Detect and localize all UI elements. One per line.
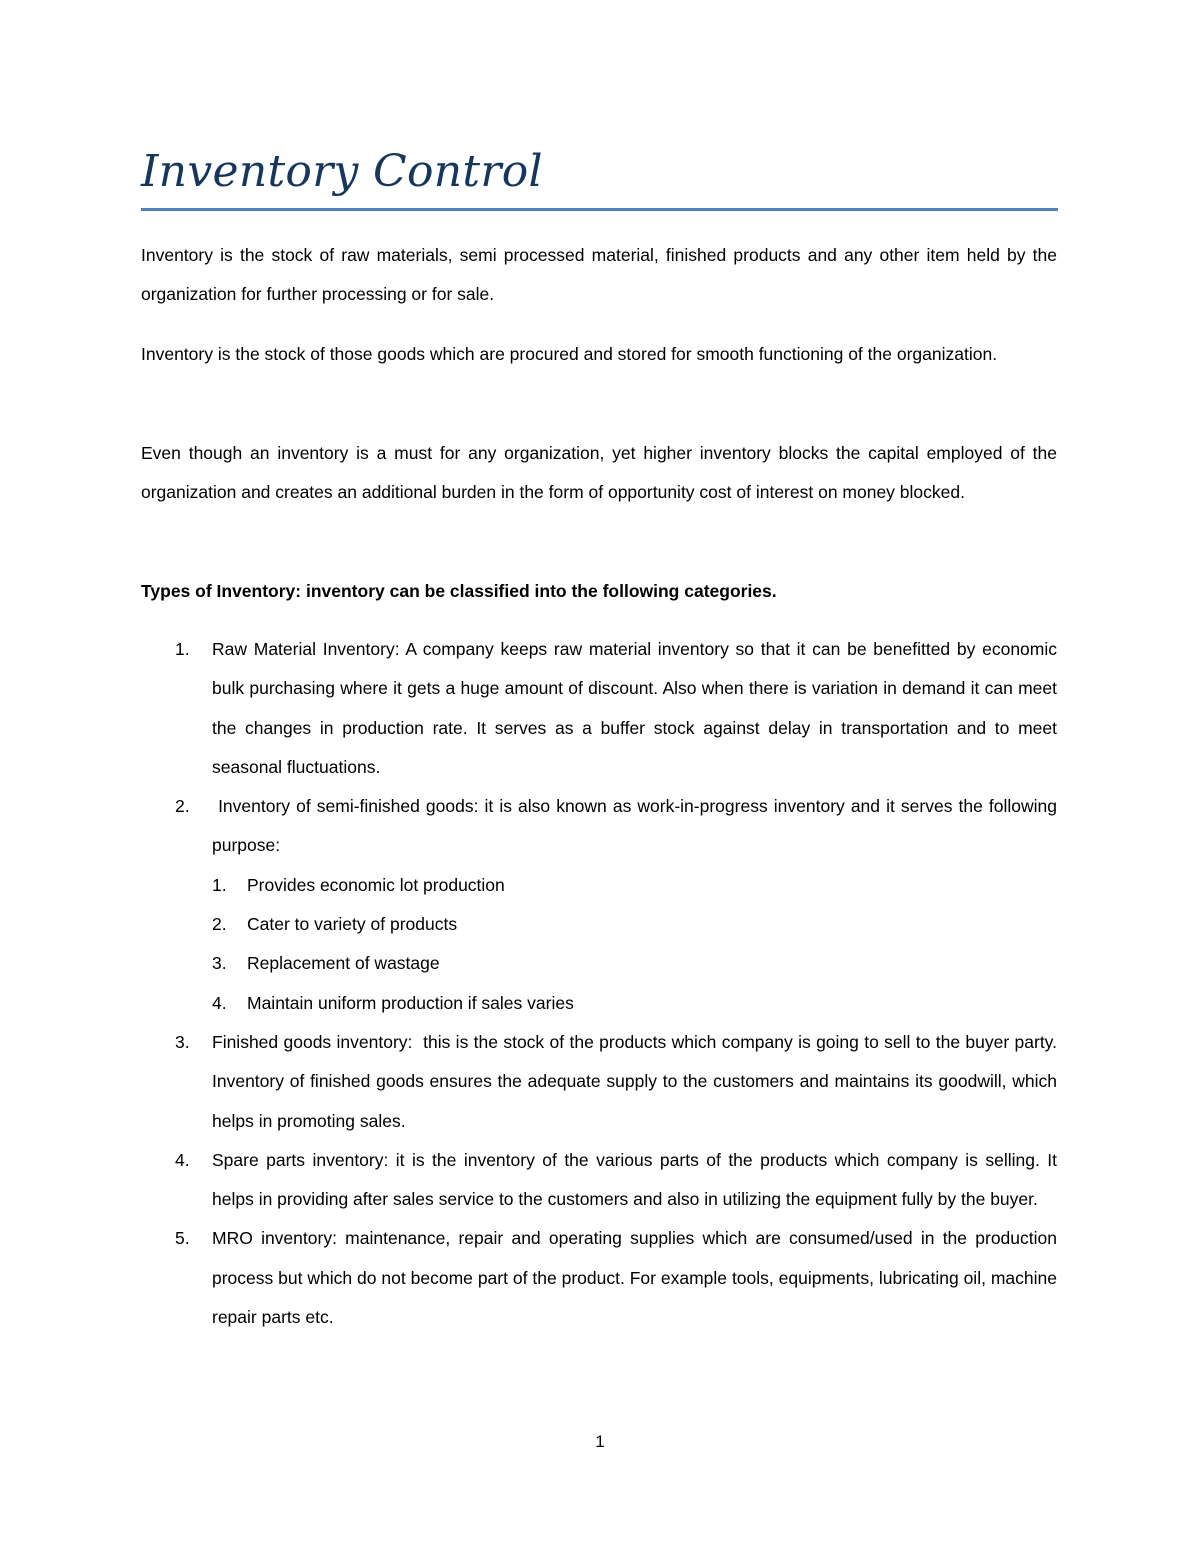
list-item (141, 1023, 1062, 1141)
types-heading: Types of Inventory: inventory can be classified into the following categories. (141, 581, 777, 601)
sublist-item (212, 944, 1057, 983)
list-number: 1. (175, 639, 190, 659)
list-item-text: Spare parts inventory: it is the inventory of the various parts of the products which company is selling. It helps in providing after sales service to the customers and also in utilizing the equipment fully by the buyer. (212, 1149, 1057, 1210)
sublist-number: 4. (212, 992, 227, 1013)
sublist-number: 3. (212, 953, 227, 974)
list-number: 5. (175, 1228, 190, 1249)
sublist-item (212, 866, 1057, 905)
list-item (141, 630, 1057, 787)
list-item-text: MRO inventory: maintenance, repair and operating supplies which are consumed/used in the production process but which do not become part of the product. For example tools, equipments, lubricating oil, machine repair parts etc. (212, 1228, 1057, 1328)
list-item (141, 1141, 1057, 1220)
inventory-types-list (141, 630, 1062, 1337)
list-item (141, 787, 1062, 1023)
wip-purpose-sublist (212, 866, 1057, 1023)
sublist-number: 2. (212, 914, 227, 935)
document-title: Inventory Control (141, 146, 543, 197)
sublist-item-text: Cater to variety of products (247, 914, 458, 935)
list-item-text: Finished goods inventory: this is the stock of the products which company is going to sell to the buyer party. Inventory of finished goods ensures the adequate supply to the customers and maintains its goodwill, which helps in promoting sales. (212, 1031, 1062, 1131)
paragraph-cost: Even though an inventory is a must for any organization, yet higher inventory blocks the capital employed of the organization and creates an additional burden in the form of opportunity cost of interest on money blocked. (141, 443, 1057, 503)
title-underline (141, 208, 1058, 211)
sublist-item (212, 905, 1057, 944)
list-item-text: Raw Material Inventory: A company keeps raw material inventory so that it can be benefitted by economic bulk purchasing where it gets a huge amount of discount. Also when there is variation in demand it can meet the changes in production rate. It serves as a buffer stock against delay in transportation and to meet seasonal fluctuations. (212, 639, 1057, 777)
sublist-number: 1. (212, 874, 227, 895)
paragraph-purpose: Inventory is the stock of those goods which are procured and stored for smooth functioning of the organization. (141, 344, 998, 364)
sublist-item-text: Maintain uniform production if sales varies (247, 992, 574, 1013)
list-item (141, 1219, 1057, 1337)
sublist-item (212, 984, 1057, 1023)
paragraph-definition: Inventory is the stock of raw materials, semi processed material, finished products and any other item held by the organization for further processing or for sale. (141, 245, 1057, 305)
list-number: 3. (175, 1031, 190, 1052)
page-number: 1 (595, 1432, 605, 1451)
list-number: 2. (175, 796, 190, 817)
list-number: 4. (175, 1149, 190, 1170)
sublist-item-text: Replacement of wastage (247, 953, 440, 974)
sublist-item-text: Provides economic lot production (247, 874, 505, 895)
list-item-text: Inventory of semi-finished goods: it is also known as work-in-progress inventory and it serves the following purpose: (212, 796, 1062, 856)
